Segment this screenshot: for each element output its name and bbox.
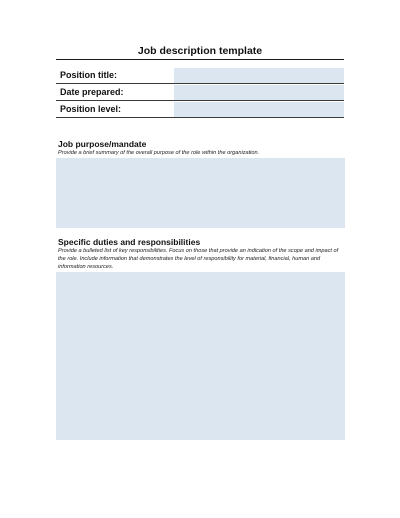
position-title-field[interactable] bbox=[174, 68, 344, 83]
date-prepared-field[interactable] bbox=[174, 85, 344, 100]
position-level-field[interactable] bbox=[174, 102, 344, 117]
position-level-row bbox=[56, 102, 344, 118]
document-title: Job description template bbox=[137, 45, 263, 57]
duties-instructions: Provide a bulleted list of key responsibilities. Focus on those that provide an indication of the scope and impact of the role. Include information that demonstrates the level of responsibility for material, financial, human and information resources. bbox=[58, 248, 339, 270]
date-prepared-label: Date prepared: bbox=[60, 87, 124, 97]
job-purpose-text-area[interactable] bbox=[56, 158, 345, 228]
date-prepared-row bbox=[56, 85, 344, 101]
position-title-row bbox=[56, 68, 344, 84]
position-title-label: Position title: bbox=[60, 70, 117, 80]
job-purpose-instructions: Provide a brief summary of the overall purpose of the role within the organization. bbox=[58, 150, 260, 156]
duties-text-area[interactable] bbox=[56, 272, 345, 440]
title-divider bbox=[56, 59, 344, 60]
position-level-label: Position level: bbox=[60, 104, 122, 114]
duties-heading: Specific duties and responsibilities bbox=[58, 237, 201, 247]
job-purpose-heading: Job purpose/mandate bbox=[58, 139, 147, 149]
